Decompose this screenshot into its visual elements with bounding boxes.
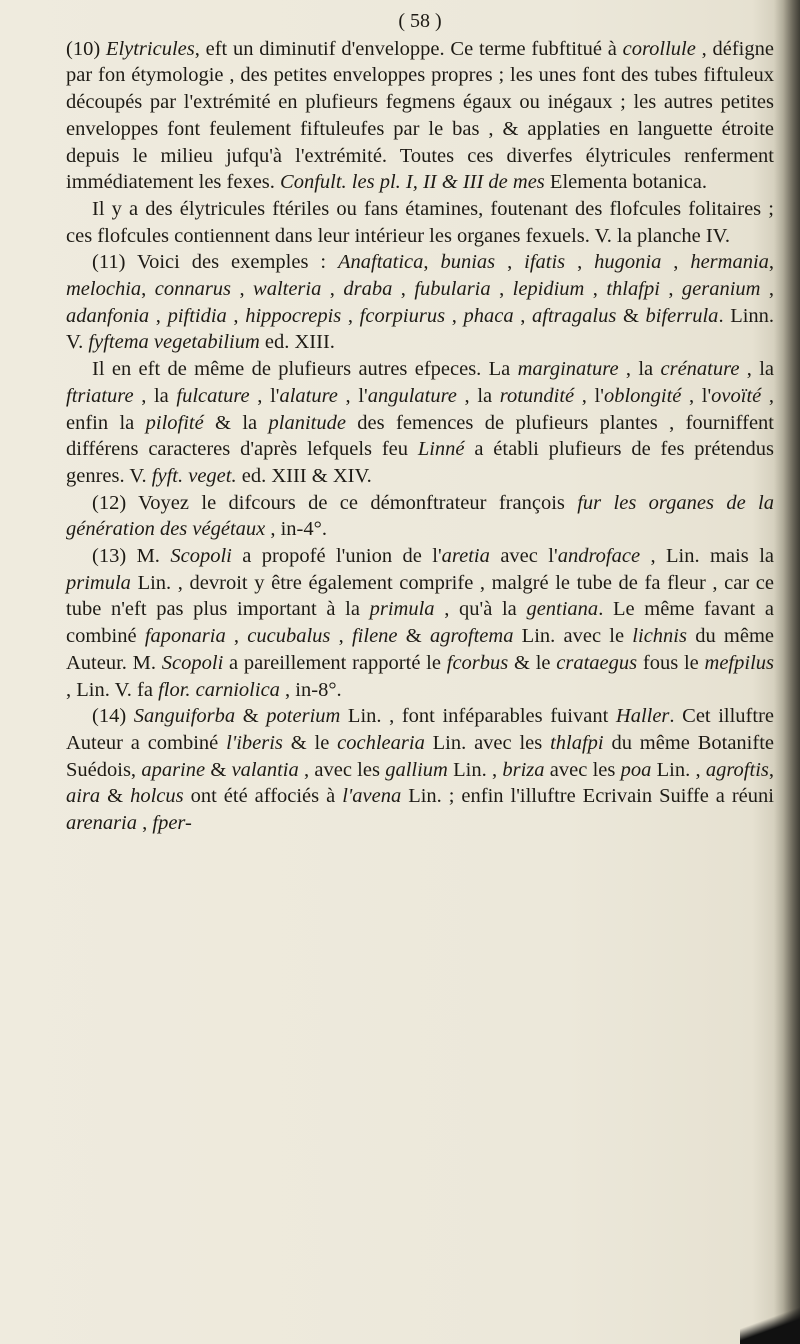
- text-run: Lin. ; enfin l'illuftre Ecrivain Suiffe a réuni: [401, 785, 774, 808]
- text-run: des femences de plufieurs plantes , fourniffent différens caracteres d'après lefquels feu: [66, 411, 774, 461]
- page-number: ( 58 ): [398, 10, 442, 32]
- italic-text: Scopoli: [170, 545, 232, 568]
- text-run: , l': [337, 384, 368, 407]
- text-run: ,: [341, 304, 360, 327]
- text-run: , Lin. V. fa: [66, 678, 159, 701]
- text-run: ,: [490, 278, 513, 301]
- italic-text: filene: [351, 625, 398, 648]
- italic-text: agroftis: [705, 758, 769, 781]
- text-run: Lin. ,: [447, 758, 503, 781]
- italic-text: gallium: [385, 758, 448, 781]
- italic-text: lepidium: [512, 278, 585, 301]
- text-run: , la: [456, 384, 500, 407]
- text-run: ,: [768, 758, 775, 781]
- text-run: Il y a des élytricules ftériles ou fans étamines, foutenant des flofcules folitaires ; ces flofcules contiennent dans leur intérieur les organes fexuels. V. la planche IV.: [66, 197, 774, 247]
- text-run: , eft un diminutif d'enveloppe. Ce terme fubftitué à: [194, 37, 623, 60]
- italic-text: faponaria: [144, 625, 226, 648]
- text-run: ,: [495, 251, 525, 274]
- text-run: . Linn. V.: [66, 304, 775, 354]
- text-run: (11) Voici des exemples :: [92, 251, 338, 274]
- text-run: . Le même favant a combiné: [66, 598, 774, 648]
- italic-text: ifatis: [524, 251, 566, 274]
- text-run: ,: [321, 278, 344, 301]
- text-run: , Lin. mais la: [640, 545, 774, 568]
- italic-text: hugonia: [594, 251, 662, 274]
- italic-text: oblongité: [603, 384, 682, 407]
- italic-text: marginature: [517, 358, 619, 381]
- page-text: [66, 8, 774, 837]
- text-run: ,: [659, 278, 682, 301]
- italic-text: fur les organes de la génération des végétaux: [66, 491, 774, 541]
- text-run: & la: [203, 411, 269, 434]
- italic-text: Sanguiforba: [133, 705, 236, 728]
- italic-text: l'avena: [342, 785, 402, 808]
- text-run: ,: [661, 251, 691, 274]
- text-run: Lin. avec les: [424, 731, 551, 754]
- italic-text: l'iberis: [226, 731, 283, 754]
- italic-text: primula: [66, 571, 131, 594]
- text-run: (10): [66, 37, 106, 60]
- italic-text: aftragalus: [532, 304, 617, 327]
- text-run: , l': [574, 384, 604, 407]
- italic-text: fyft. veget.: [151, 464, 237, 487]
- italic-text: Confult. les pl. I, II & III de mes: [280, 171, 545, 194]
- italic-text: primula: [369, 598, 435, 621]
- text-run: , qu'à la: [434, 598, 527, 621]
- italic-text: thlafpi: [550, 731, 604, 754]
- paragraph-p14: [66, 703, 774, 837]
- italic-text: ovoïté: [711, 384, 762, 407]
- italic-text: Haller: [615, 705, 670, 728]
- text-run: , enfin la: [66, 384, 775, 434]
- text-run: , l': [681, 384, 712, 407]
- italic-text: hippocrepis: [245, 304, 342, 327]
- text-run: , la: [618, 358, 661, 381]
- italic-text: aira: [66, 785, 101, 808]
- text-run: ,: [445, 304, 464, 327]
- text-run: ,: [141, 278, 155, 301]
- italic-text: cochlearia: [337, 731, 425, 754]
- text-run: &: [205, 758, 232, 781]
- text-run: , la: [133, 384, 177, 407]
- italic-text: arenaria: [66, 812, 137, 835]
- paragraph-p13: [66, 543, 774, 703]
- italic-text: mefpilus: [704, 651, 774, 674]
- italic-text: fcorpiurus: [359, 304, 446, 327]
- italic-text: crénature: [660, 358, 740, 381]
- text-run: Il en eft de même de plufieurs autres efpeces. La: [92, 358, 518, 381]
- text-run: Lin. ,: [651, 758, 706, 781]
- italic-text: Elytricules: [105, 37, 195, 60]
- paragraph-p11b: [66, 356, 774, 490]
- text-run: , défigne par fon étymologie , des petites enveloppes propres ; les unes font des tubes fiftuleux découpés par l'extrémité en plufieurs fegmens égaux ou inégaux ; les autres petites enveloppes font feulement fiftuleufes par le bas , & applaties en languette étroite depuis le milieu jufqu'à l'extrémité. Toutes ces diverfes élytricules renferment immédiatement les fexes.: [66, 37, 774, 194]
- italic-text: draba: [343, 278, 393, 301]
- text-run: a établi plufieurs de fes prétendus genres. V.: [66, 438, 774, 487]
- italic-text: pilofité: [145, 411, 204, 434]
- text-run: , avec les: [298, 758, 386, 781]
- italic-text: holcus: [130, 785, 184, 808]
- italic-text: poterium: [266, 705, 341, 728]
- text-run: avec les: [544, 758, 621, 781]
- text-run: avec l': [489, 545, 558, 568]
- italic-text: biferrula: [645, 304, 719, 327]
- text-run: fous le: [637, 651, 705, 674]
- text-run: ,: [423, 251, 441, 274]
- italic-text: piftidia: [167, 304, 227, 327]
- text-run: ,: [137, 812, 153, 835]
- italic-text: poa: [620, 758, 652, 781]
- text-run: ,: [768, 251, 775, 274]
- italic-text: rotundité: [499, 384, 575, 407]
- italic-text: adanfonia: [66, 304, 150, 327]
- paragraphs: [66, 36, 774, 837]
- paragraph-p11: [66, 249, 774, 356]
- text-run: &: [616, 304, 646, 327]
- italic-text: briza: [502, 758, 545, 781]
- paragraph-p12: [66, 490, 774, 543]
- italic-text: agroftema: [429, 625, 514, 648]
- italic-text: planitude: [268, 411, 346, 434]
- italic-text: aparine: [141, 758, 206, 781]
- italic-text: fulcature: [176, 384, 250, 407]
- italic-text: thlafpi: [606, 278, 660, 301]
- italic-text: melochia: [66, 278, 142, 301]
- text-run: &: [235, 705, 267, 728]
- text-run: ed. XIII & XIV.: [236, 464, 372, 487]
- italic-text: Anaftatica: [338, 251, 424, 274]
- text-run: , in-4°.: [265, 518, 327, 541]
- text-run: ,: [392, 278, 415, 301]
- italic-text: ftriature: [66, 384, 134, 407]
- italic-text: valantia: [231, 758, 299, 781]
- text-run: du même Auteur. M.: [66, 625, 775, 674]
- italic-text: fcorbus: [446, 651, 509, 674]
- text-run: ,: [513, 304, 533, 327]
- italic-text: lichnis: [632, 625, 687, 648]
- text-run: ,: [584, 278, 607, 301]
- text-run: , in-8°.: [279, 678, 342, 701]
- italic-text: connarus: [154, 278, 232, 301]
- italic-text: phaca: [463, 304, 514, 327]
- page-corner-shadow: [740, 1304, 800, 1344]
- text-run: &: [397, 625, 430, 648]
- text-run: a pareillement rapporté le: [223, 651, 447, 674]
- text-run: ed. XIII.: [259, 331, 335, 354]
- italic-text: geranium: [681, 278, 761, 301]
- text-run: Lin. avec le: [513, 625, 633, 648]
- text-run: (13) M.: [92, 545, 171, 568]
- text-run: ,: [225, 625, 248, 648]
- italic-text: androface: [557, 545, 641, 568]
- text-run: & le: [282, 731, 338, 754]
- text-run: a propofé l'union de l': [231, 545, 442, 568]
- text-run: (14): [92, 705, 134, 728]
- text-run: , l': [249, 384, 280, 407]
- italic-text: corollule: [622, 37, 696, 60]
- text-run: . Cet illuftre Auteur a combiné: [66, 705, 774, 754]
- italic-text: bunias: [440, 251, 496, 274]
- italic-text: fper-: [152, 812, 192, 835]
- text-run: ,: [760, 278, 775, 301]
- italic-text: gentiana: [526, 598, 599, 621]
- italic-text: angulature: [367, 384, 457, 407]
- text-run: ont été affociés à: [183, 785, 343, 808]
- text-run: , la: [739, 358, 775, 381]
- paragraph-p10: [66, 36, 774, 196]
- text-run: &: [100, 785, 131, 808]
- italic-text: Scopoli: [161, 651, 224, 674]
- text-run: & le: [508, 651, 557, 674]
- text-run: ,: [231, 278, 254, 301]
- italic-text: crataegus: [556, 651, 638, 674]
- italic-text: cucubalus: [247, 625, 331, 648]
- text-run: ,: [330, 625, 352, 648]
- page-edge-shadow: [774, 0, 800, 1344]
- text-run: Lin. , font inféparables fuivant: [340, 705, 616, 728]
- paragraph-p10b: [66, 196, 774, 249]
- italic-text: hermania: [690, 251, 769, 274]
- italic-text: alature: [279, 384, 338, 407]
- text-run: Lin. , devroit y être également comprife , malgré le tube de fa fleur , car ce tube n'eft pas plus important à la: [66, 571, 774, 621]
- text-run: Elementa botanica.: [544, 171, 708, 194]
- italic-text: fyftema vegetabilium: [88, 331, 260, 354]
- italic-text: walteria: [253, 278, 322, 301]
- text-run: (12) Voyez le difcours de ce démonftrateur françois: [92, 491, 578, 514]
- text-run: du même Botanifte Suédois,: [66, 731, 774, 781]
- italic-text: aretia: [441, 545, 490, 568]
- italic-text: flor. carniolica: [158, 678, 280, 701]
- italic-text: fubularia: [414, 278, 491, 301]
- text-run: ,: [149, 304, 168, 327]
- italic-text: Linné: [417, 438, 465, 461]
- text-run: ,: [226, 304, 246, 327]
- text-run: ,: [565, 251, 595, 274]
